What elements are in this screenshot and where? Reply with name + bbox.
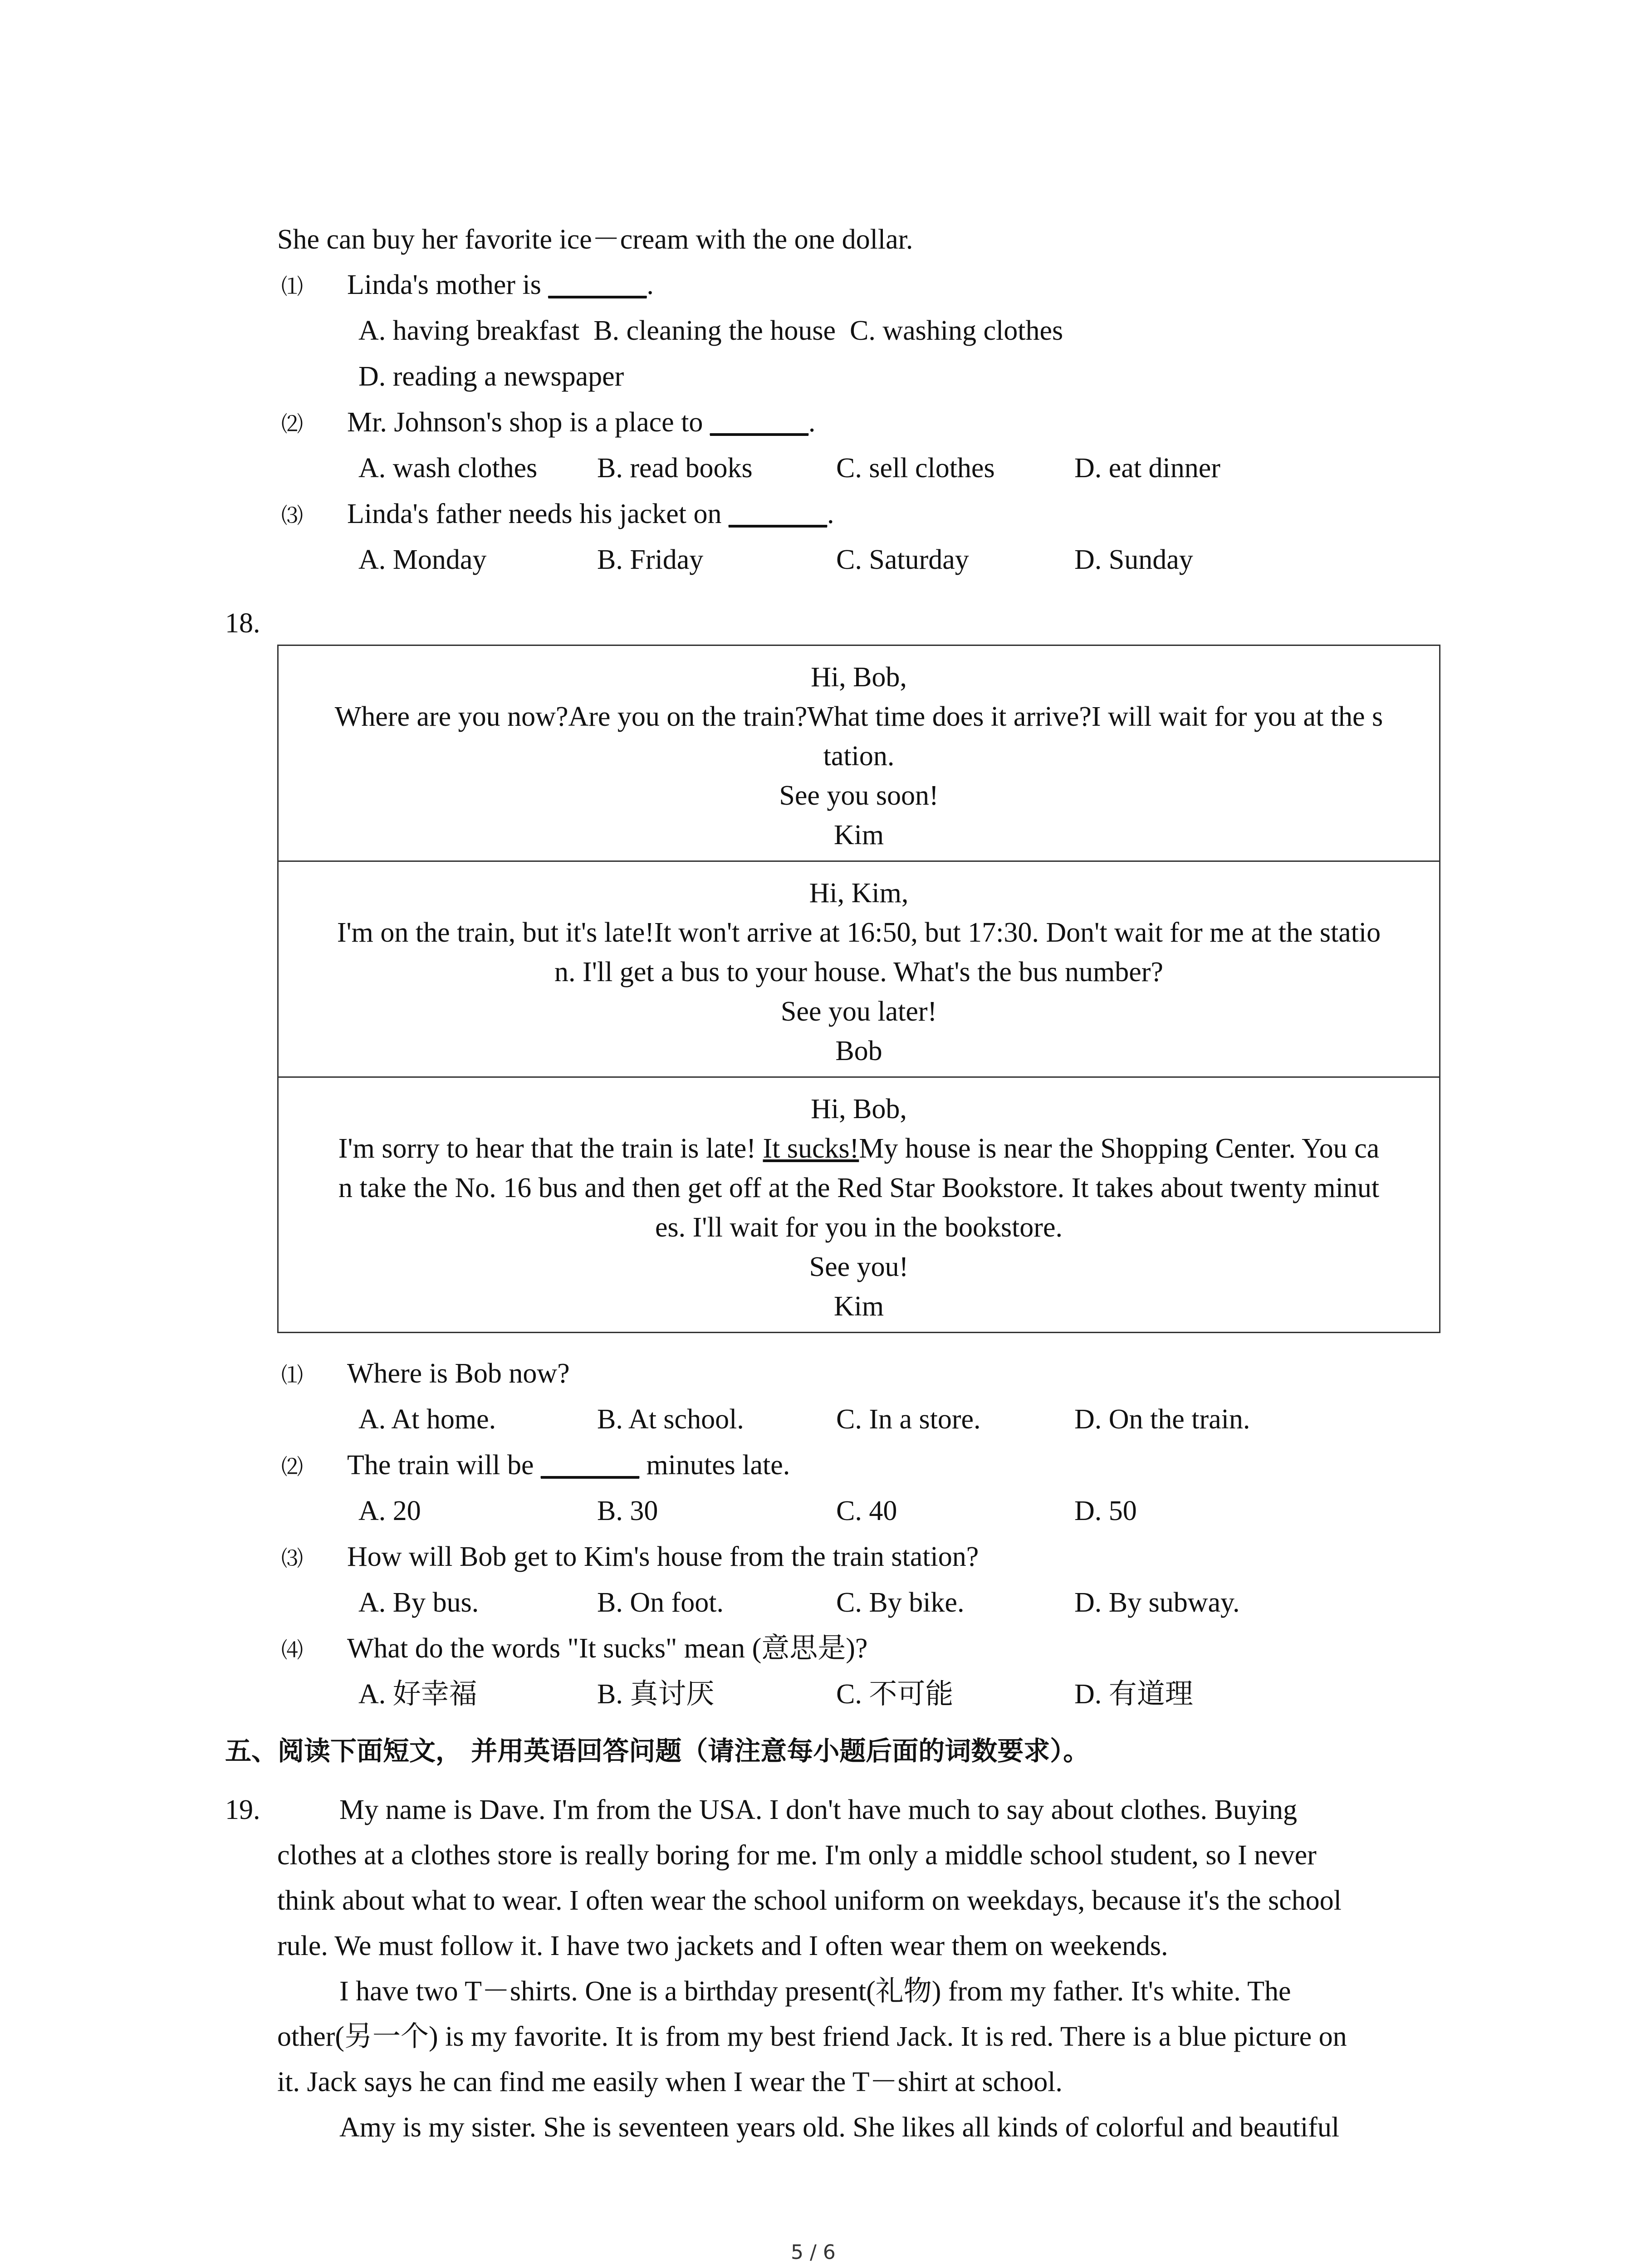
- letter-line: Hi, Kim,: [809, 878, 909, 909]
- letter-line: Where are you now?Are you on the train?What time does it arrive?I will wait for you at the s: [334, 701, 1383, 732]
- q18-subq-stem: [347, 1442, 790, 1488]
- stem-text: .: [827, 499, 834, 529]
- letter-cell: [279, 646, 1439, 860]
- section-5-heading: 五、阅读下面短文， 并用英语回答问题（请注意每小题后面的词数要求）。: [225, 1735, 1090, 1766]
- stem-text: What do the words "It sucks" mean (意思是)?: [347, 1633, 868, 1664]
- q17-subq-stem: [347, 400, 815, 445]
- stem-text: Linda's mother is: [347, 269, 549, 300]
- q18-subq-number: ⑴: [281, 1364, 304, 1388]
- q18-option: C. By bike.: [836, 1587, 965, 1618]
- letter-cell: [279, 860, 1439, 1076]
- passage-line: other(另一个) is my favorite. It is from my best friend Jack. It is red. There is a blue picture on: [277, 2021, 1347, 2052]
- q18-option: A. At home.: [358, 1404, 496, 1435]
- letter-line: n. I'll get a bus to your house. What's the bus number?: [554, 957, 1163, 987]
- letter-line: Kim: [833, 1291, 884, 1322]
- q17-option: C. sell clothes: [836, 453, 995, 484]
- q18-option: C. 不可能: [836, 1679, 954, 1710]
- letter-line: [292, 1129, 1425, 1168]
- passage17-last-line: She can buy her favorite ice－cream with the one dollar.: [277, 224, 913, 255]
- passage-line: clothes at a clothes store is really boring for me. I'm only a middle school student, so I never: [277, 1840, 1317, 1871]
- stem-text: Linda's father needs his jacket on: [347, 499, 729, 529]
- q18-subq-stem: [347, 1534, 979, 1580]
- question-18-label: 18.: [225, 608, 260, 639]
- stem-text: .: [808, 407, 816, 438]
- q17-option: B. read books: [597, 453, 753, 484]
- passage-line: rule. We must follow it. I have two jackets and I often wear them on weekends.: [277, 1931, 1168, 1961]
- letter-line: es. I'll wait for you in the bookstore.: [655, 1212, 1063, 1243]
- letter-line: See you later!: [780, 996, 937, 1027]
- q17-option: D. Sunday: [1074, 544, 1193, 575]
- letter-line: I'm on the train, but it's late!It won't arrive at 16:50, but 17:30. Don't wait for me at the statio: [337, 917, 1381, 948]
- q18-option: D. 50: [1074, 1496, 1137, 1526]
- letters-table: [277, 645, 1440, 1333]
- letter-line: Kim: [833, 820, 884, 850]
- q18-option: B. At school.: [597, 1404, 744, 1435]
- q18-option: B. 30: [597, 1496, 658, 1526]
- answer-blank: _______: [710, 407, 808, 438]
- page-number: 5 / 6: [791, 2241, 836, 2264]
- q17-options-row: A. having breakfast B. cleaning the house C. washing clothes: [358, 315, 1063, 346]
- letter-line: See you!: [809, 1251, 909, 1282]
- stem-text: .: [647, 269, 654, 300]
- q18-option: B. On foot.: [597, 1587, 724, 1618]
- letter-text: My house is near the Shopping Center. You ca: [859, 1133, 1380, 1164]
- stem-text: minutes late.: [639, 1450, 790, 1481]
- q17-option: D. reading a newspaper: [358, 361, 624, 392]
- letter-cell: [279, 1076, 1439, 1332]
- passage-line: it. Jack says he can find me easily when I wear the T－shirt at school.: [277, 2067, 1063, 2097]
- letter-line: Bob: [835, 1036, 882, 1066]
- answer-blank: _______: [729, 499, 827, 529]
- q18-option: C. In a store.: [836, 1404, 981, 1435]
- q18-subq-number: ⑵: [281, 1455, 304, 1479]
- letter-line: tation.: [823, 741, 895, 772]
- stem-text: Mr. Johnson's shop is a place to: [347, 407, 710, 438]
- passage-line: Amy is my sister. She is seventeen years old. She likes all kinds of colorful and beautiful: [339, 2112, 1340, 2143]
- letter-text: I'm sorry to hear that the train is late!: [338, 1133, 763, 1164]
- passage-line: My name is Dave. I'm from the USA. I don't have much to say about clothes. Buying: [339, 1794, 1298, 1825]
- stem-text: How will Bob get to Kim's house from the train station?: [347, 1541, 979, 1572]
- letter-line: n take the No. 16 bus and then get off at the Red Star Bookstore. It takes about twenty minut: [338, 1173, 1380, 1203]
- q18-option: D. By subway.: [1074, 1587, 1240, 1618]
- q17-option: B. Friday: [597, 544, 704, 575]
- q18-option: A. 好幸福: [358, 1679, 477, 1710]
- q17-subq-number: ⑴: [281, 275, 304, 299]
- q17-option: C. Saturday: [836, 544, 969, 575]
- answer-blank: _______: [540, 1450, 639, 1481]
- q17-subq-number: ⑵: [281, 412, 304, 436]
- q18-subq-number: ⑶: [281, 1547, 304, 1571]
- q17-subq-stem: [347, 491, 834, 537]
- stem-text: Where is Bob now?: [347, 1358, 570, 1389]
- q17-option: A. Monday: [358, 544, 487, 575]
- q18-subq-stem: [347, 1351, 570, 1397]
- q18-option: A. 20: [358, 1496, 421, 1526]
- q18-option: D. 有道理: [1074, 1679, 1193, 1710]
- letter-line: Hi, Bob,: [811, 1094, 907, 1124]
- q17-option: D. eat dinner: [1074, 453, 1220, 484]
- q18-subq-number: ⑷: [281, 1638, 304, 1662]
- q17-subq-stem: [347, 262, 654, 308]
- q18-option: D. On the train.: [1074, 1404, 1250, 1435]
- q18-option: B. 真讨厌: [597, 1679, 715, 1710]
- underlined-phrase: It sucks!: [763, 1133, 859, 1164]
- stem-text: The train will be: [347, 1450, 541, 1481]
- passage-line: think about what to wear. I often wear the school uniform on weekdays, because it's the school: [277, 1885, 1342, 1916]
- answer-blank: _______: [548, 269, 647, 300]
- letter-line: See you soon!: [779, 780, 939, 811]
- q17-option: A. wash clothes: [358, 453, 538, 484]
- q17-subq-number: ⑶: [281, 504, 304, 528]
- q18-subq-stem: [347, 1626, 867, 1672]
- q18-option: C. 40: [836, 1496, 897, 1526]
- passage-line: I have two T－shirts. One is a birthday present(礼物) from my father. It's white. The: [339, 1976, 1291, 2007]
- letter-line: Hi, Bob,: [811, 662, 907, 693]
- q18-option: A. By bus.: [358, 1587, 479, 1618]
- question-19-label: 19.: [225, 1794, 260, 1825]
